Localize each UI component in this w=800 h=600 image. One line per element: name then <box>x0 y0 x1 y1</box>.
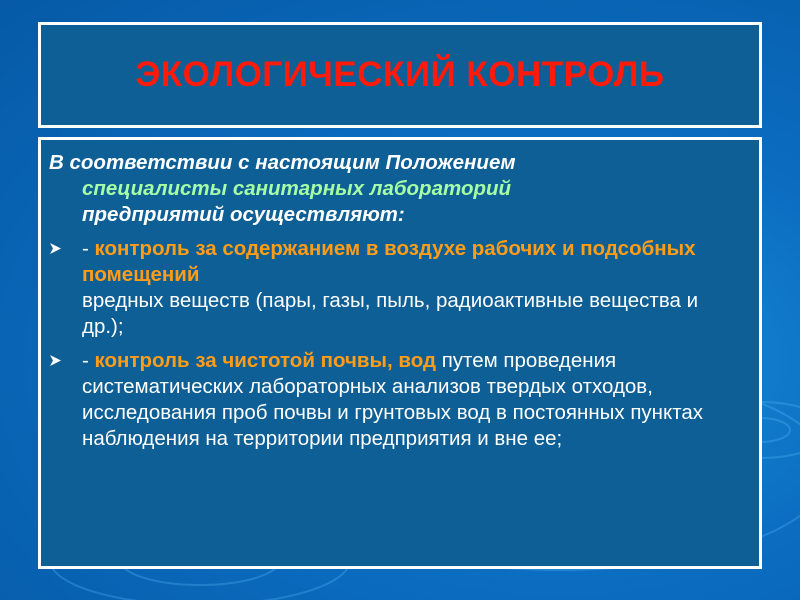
bullet-2-text: путем проведения систематических лабораторных анализов твердых отходов, исследования проб почвы и грунтовых вод в постоянных пунктах наблюдения на территории предприятия и вне ее; <box>82 349 704 450</box>
title-box <box>38 22 762 128</box>
bullet-item-1 <box>49 236 745 340</box>
bullet-1-highlight: контроль за содержанием в воздухе рабочих и подсобных помещений <box>82 237 696 286</box>
intro-line-2: специалисты санитарных лабораторий <box>82 177 512 200</box>
intro-paragraph <box>49 150 745 228</box>
intro-line-1: В соответствии с настоящим Положением <box>49 151 516 174</box>
bullet-1-text: вредных веществ (пары, газы, пыль, радиоактивные вещества и др.); <box>82 289 699 338</box>
content-box <box>38 137 762 569</box>
bullet-1-prefix: - <box>82 237 95 260</box>
intro-line-3: предприятий осуществляют: <box>82 203 405 226</box>
bullet-2-highlight: контроль за чистотой почвы, вод <box>94 349 437 372</box>
arrow-bullet-icon <box>49 242 62 255</box>
slide-title: ЭКОЛОГИЧЕСКИЙ КОНТРОЛЬ <box>135 55 665 94</box>
bullet-item-2 <box>49 348 745 452</box>
arrow-bullet-icon <box>49 354 62 367</box>
bullet-2-prefix: - <box>82 349 95 372</box>
